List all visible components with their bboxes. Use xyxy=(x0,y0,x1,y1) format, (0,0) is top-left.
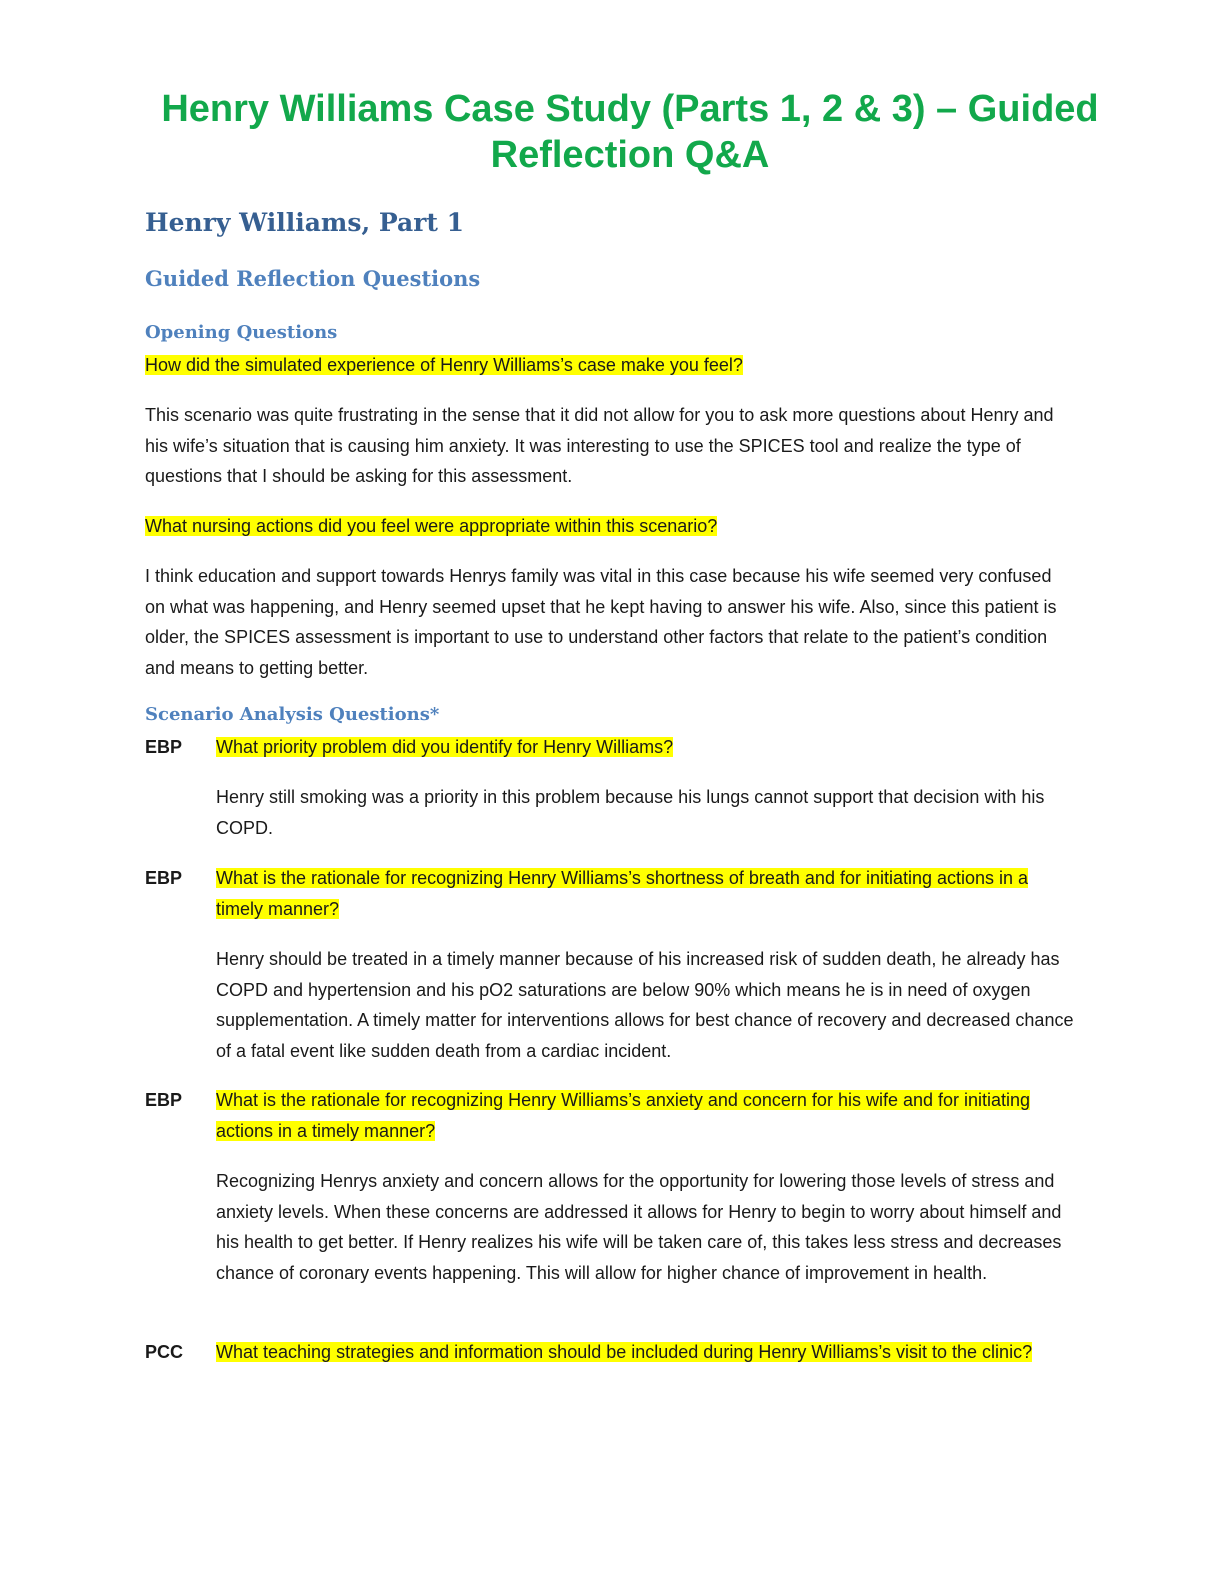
scenario-answer: Henry should be treated in a timely manner because of his increased risk of sudden death, he already has COPD and hypertension and his pO2 saturations are below 90% which means he is in need of oxygen supplementation. A timely matter for interventions allows for best chance of recovery and decreased chance of a fatal event like sudden death from a cardiac incident. xyxy=(216,949,1074,1061)
opening-answer-1: This scenario was quite frustrating in the sense that it did not allow for you to ask more questions about Henry and his wife’s situation that is causing him anxiety. It was interesting to use the SPICES tool and realize the type of questions that I should be asking for this assessment. xyxy=(145,405,1054,486)
highlight: What teaching strategies and information should be included during Henry Williams’s visit to the clinic? xyxy=(216,1342,1033,1362)
scenario-question xyxy=(216,1337,1076,1368)
question-tag: EBP xyxy=(145,868,183,888)
highlight: How did the simulated experience of Henry Williams’s case make you feel? xyxy=(145,355,743,375)
question-tag: EBP xyxy=(145,1090,183,1110)
scenario-answer: Henry still smoking was a priority in this problem because his lungs cannot support that decision with his COPD. xyxy=(216,787,1045,838)
scenario-question xyxy=(216,863,1036,924)
scenario-answer: Recognizing Henrys anxiety and concern allows for the opportunity for lowering those levels of stress and anxiety levels. When these concerns are addressed it allows for Henry to begin to worry about himself and his health to get better. If Henry realizes his wife will be taken care of, this takes less stress and decreases chance of coronary events happening. This will allow for higher chance of improvement in health. xyxy=(216,1171,1062,1283)
highlight: What priority problem did you identify for Henry Williams? xyxy=(216,737,674,757)
question-tag: EBP xyxy=(145,737,183,757)
scenario-analysis-heading: Scenario Analysis Questions* xyxy=(145,704,440,725)
highlight: What nursing actions did you feel were appropriate within this scenario? xyxy=(145,516,718,536)
scenario-question xyxy=(216,732,1086,763)
scenario-question xyxy=(216,1085,1056,1146)
opening-answer-2: I think education and support towards Henrys family was vital in this case because his wife seemed very confused on what was happening, and Henry seemed upset that he kept having to answer his wife. Also, since this patient is older, the SPICES assessment is important to use to understand other factors that relate to the patient’s condition and means to getting better. xyxy=(145,566,1057,678)
highlight: What is the rationale for recognizing Henry Williams’s anxiety and concern for his wife and for initiating actions in a timely manner? xyxy=(216,1090,1031,1141)
section-heading: Guided Reflection Questions xyxy=(145,266,481,291)
document-title: Henry Williams Case Study (Parts 1, 2 & 3) – Guided Reflection Q&A xyxy=(161,88,1099,176)
opening-questions-heading: Opening Questions xyxy=(145,322,338,343)
opening-question-2 xyxy=(145,511,1105,542)
question-tag: PCC xyxy=(145,1342,184,1362)
part-heading: Henry Williams, Part 1 xyxy=(145,208,465,237)
highlight: What is the rationale for recognizing Henry Williams’s shortness of breath and for initiating actions in a timely manner? xyxy=(216,868,1029,919)
opening-question-1 xyxy=(145,350,1105,381)
